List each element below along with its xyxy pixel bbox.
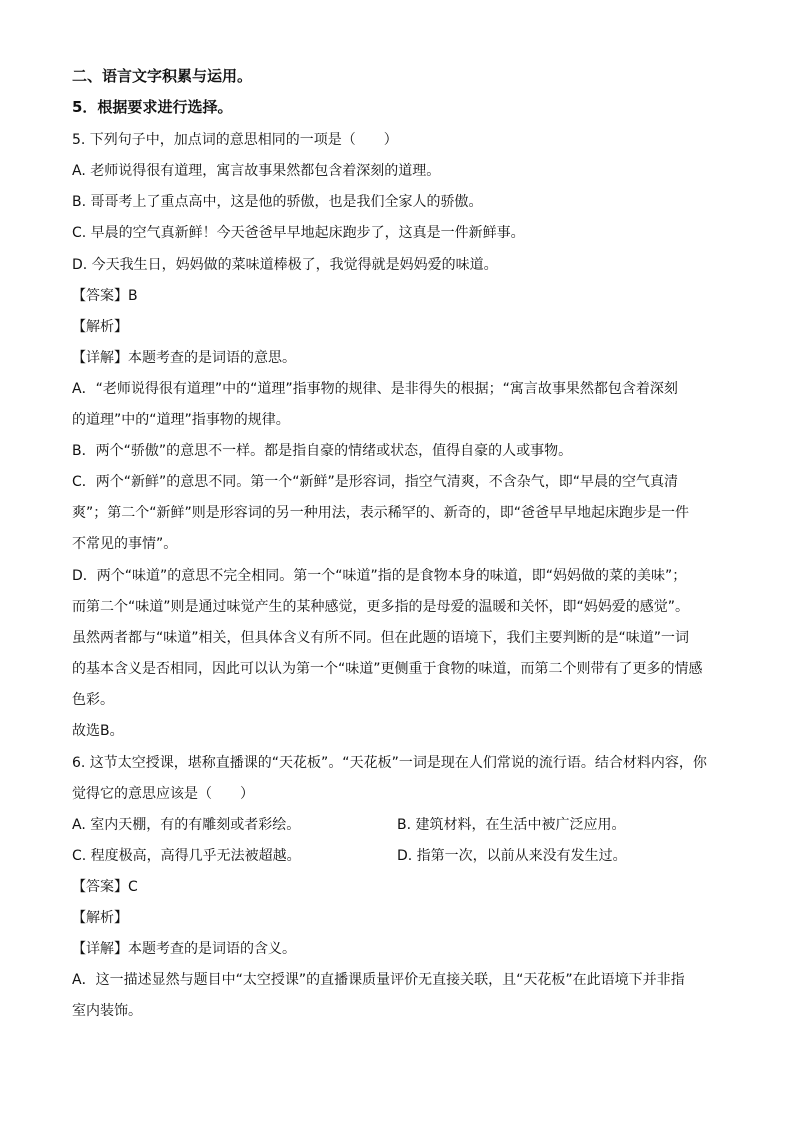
question-6-detail: 【详解】本题考查的是词语的含义。 xyxy=(72,941,296,957)
question-6-analysis-title: 【解析】 xyxy=(72,910,128,926)
explanation-line: A．“老师说得很有道理”中的“道理”指事物的规律、是非得失的根据；“寓言故事果然都包含着深刻 xyxy=(72,381,678,397)
question-5-option-b: B. 哥哥考上了重点高中，这是他的骄傲，也是我们全家人的骄傲。 xyxy=(72,194,483,210)
section-heading: 二、语言文字积累与运用。 xyxy=(72,67,253,85)
explanation-line: 室内装饰。 xyxy=(72,1003,142,1019)
question-5-conclusion: 故选B。 xyxy=(72,723,124,739)
explanation-line: D．两个“味道”的意思不完全相同。第一个“味道”指的是食物本身的味道，即“妈妈做的菜的美味”； xyxy=(72,568,687,584)
question-5-option-d: D. 今天我生日，妈妈做的菜味道棒极了，我觉得就是妈妈爱的味道。 xyxy=(72,257,498,273)
question-6-option-c: C. 程度极高，高得几乎无法被超越。 xyxy=(72,848,301,864)
question-6-option-d: D. 指第一次，以前从来没有发生过。 xyxy=(397,848,627,864)
question-5-analysis-title: 【解析】 xyxy=(72,319,128,335)
question-5-option-a: A. 老师说得很有道理，寓言故事果然都包含着深刻的道理。 xyxy=(72,163,441,179)
explanation-line: C．两个“新鲜”的意思不同。第一个“新鲜”是形容词，指空气清爽，不含杂气，即“早晨的空气真清 xyxy=(72,474,679,490)
explanation-line: B．两个“骄傲”的意思不一样。都是指自豪的情绪或状态，值得自豪的人或事物。 xyxy=(72,443,573,459)
question-6-answer: 【答案】C xyxy=(72,879,138,895)
explanation-line: 色彩。 xyxy=(72,692,114,708)
explanation-line: 的道理”中的“道理”指事物的规律。 xyxy=(72,412,290,428)
question-5-answer: 【答案】B xyxy=(72,288,138,304)
explanation-line: 不常见的事情”。 xyxy=(72,536,178,552)
question-5-detail: 【详解】本题考查的是词语的意思。 xyxy=(72,350,296,366)
explanation-line: A．这一描述显然与题目中“太空授课”的直播课质量评价无直接关联，且“天花板”在此语境下并非指 xyxy=(72,972,685,988)
question-6-stem-line: 6. 这节太空授课，堪称直播课的“天花板”。“天花板”一词是现在人们常说的流行语。结合材料内容，你 xyxy=(72,755,707,771)
question-6-option-b: B. 建筑材料，在生活中被广泛应用。 xyxy=(397,817,626,833)
question-group-heading: 5．根据要求进行选择。 xyxy=(72,98,233,116)
explanation-line: 的基本含义是否相同，因此可以认为第一个“味道”更侧重于食物的味道，而第二个则带有了更多的情感 xyxy=(72,661,703,677)
question-5-option-c: C. 早晨的空气真新鲜！今天爸爸早早地起床跑步了，这真是一件新鲜事。 xyxy=(72,225,525,241)
explanation-line: 虽然两者都与“味道”相关，但具体含义有所不同。但在此题的语境下，我们主要判断的是“味道”一词 xyxy=(72,630,690,646)
explanation-line: 爽”；第二个“新鲜”则是形容词的另一种用法，表示稀罕的、新奇的，即“爸爸早早地起床跑步是一件 xyxy=(72,505,690,521)
question-5-stem: 5. 下列句子中，加点词的意思相同的一项是（ ） xyxy=(72,132,398,148)
question-6-stem-line: 觉得它的意思应该是（ ） xyxy=(72,786,254,802)
explanation-line: 而第二个“味道”则是通过味觉产生的某种感觉，更多指的是母爱的温暖和关怀，即“妈妈爱的感觉”。 xyxy=(72,599,690,615)
question-6-option-a: A. 室内天棚，有的有雕刻或者彩绘。 xyxy=(72,817,301,833)
